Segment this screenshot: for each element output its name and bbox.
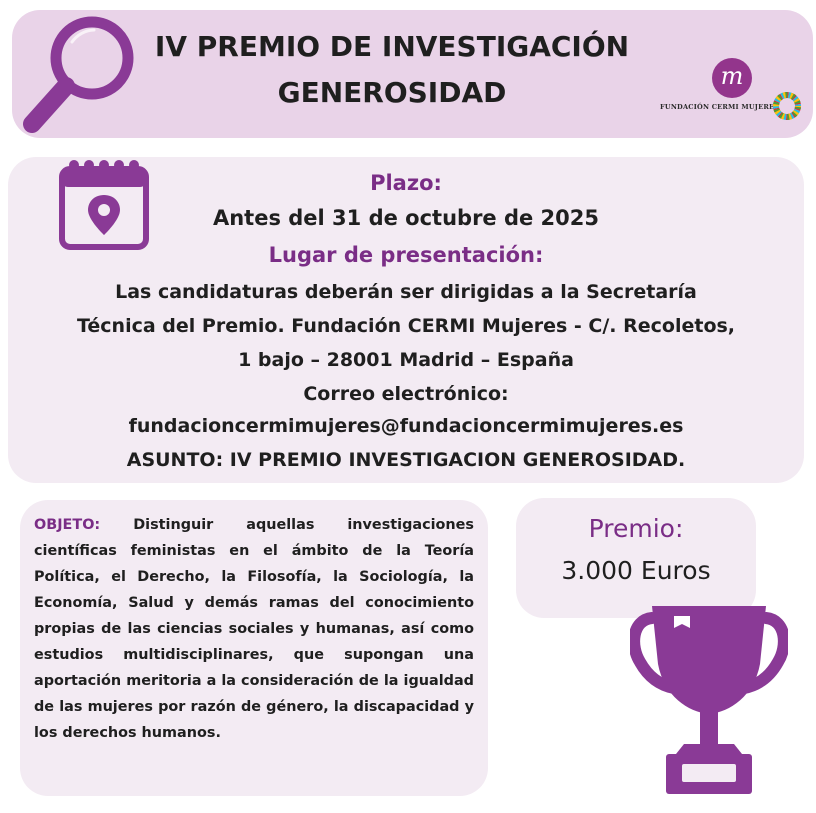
- foundation-logo: [660, 58, 810, 120]
- trophy-icon: [630, 600, 788, 796]
- lugar-line-2: Técnica del Premio. Fundación CERMI Mujeres - C/. Recoletos,: [76, 315, 736, 337]
- logo-m-badge: m: [712, 58, 752, 98]
- plazo-value: Antes del 31 de octubre de 2025: [212, 206, 600, 230]
- email-label: Correo electrónico:: [303, 383, 509, 405]
- plazo-label: Plazo:: [370, 171, 442, 195]
- title-line-1: IV PREMIO DE INVESTIGACIÓN: [154, 30, 630, 63]
- objeto-paragraph: [34, 512, 474, 746]
- premio-label: Premio:: [588, 514, 684, 543]
- objeto-card: [20, 500, 488, 796]
- page-title: [142, 24, 642, 116]
- title-line-2: GENEROSIDAD: [277, 76, 507, 109]
- asunto-text: ASUNTO: IV PREMIO INVESTIGACION GENEROSIDAD.: [126, 449, 686, 471]
- objeto-body: Distinguir aquellas investigaciones científicas feministas en el ámbito de la Teoría Política, el Derecho, la Filosofía, la Sociología, la Economía, Salud y demás ramas del conocimiento propias de las ciencias sociales y humanas, así como estudios multidisciplinares, que supongan una aportación meritoria a la consideración de la igualdad de las mujeres por razón de género, la discapacidad y los derechos humanos.: [34, 517, 474, 741]
- premio-amount: 3.000 Euros: [561, 556, 711, 585]
- objeto-label: OBJETO:: [34, 517, 101, 533]
- lugar-line-3: 1 bajo – 28001 Madrid – España: [238, 349, 574, 371]
- sdg-wheel-icon: [772, 91, 802, 121]
- lugar-label: Lugar de presentación:: [268, 243, 544, 267]
- logo-text: FUNDACIÓN CERMI MUJERES: [660, 103, 780, 111]
- info-card: [8, 157, 804, 483]
- header-banner: [12, 10, 813, 138]
- email-link[interactable]: fundacioncermimujeres@fundacioncermimujeres.es: [128, 415, 684, 437]
- magnifier-icon: [20, 12, 140, 138]
- lugar-line-1: Las candidaturas deberán ser dirigidas a la Secretaría: [115, 281, 697, 303]
